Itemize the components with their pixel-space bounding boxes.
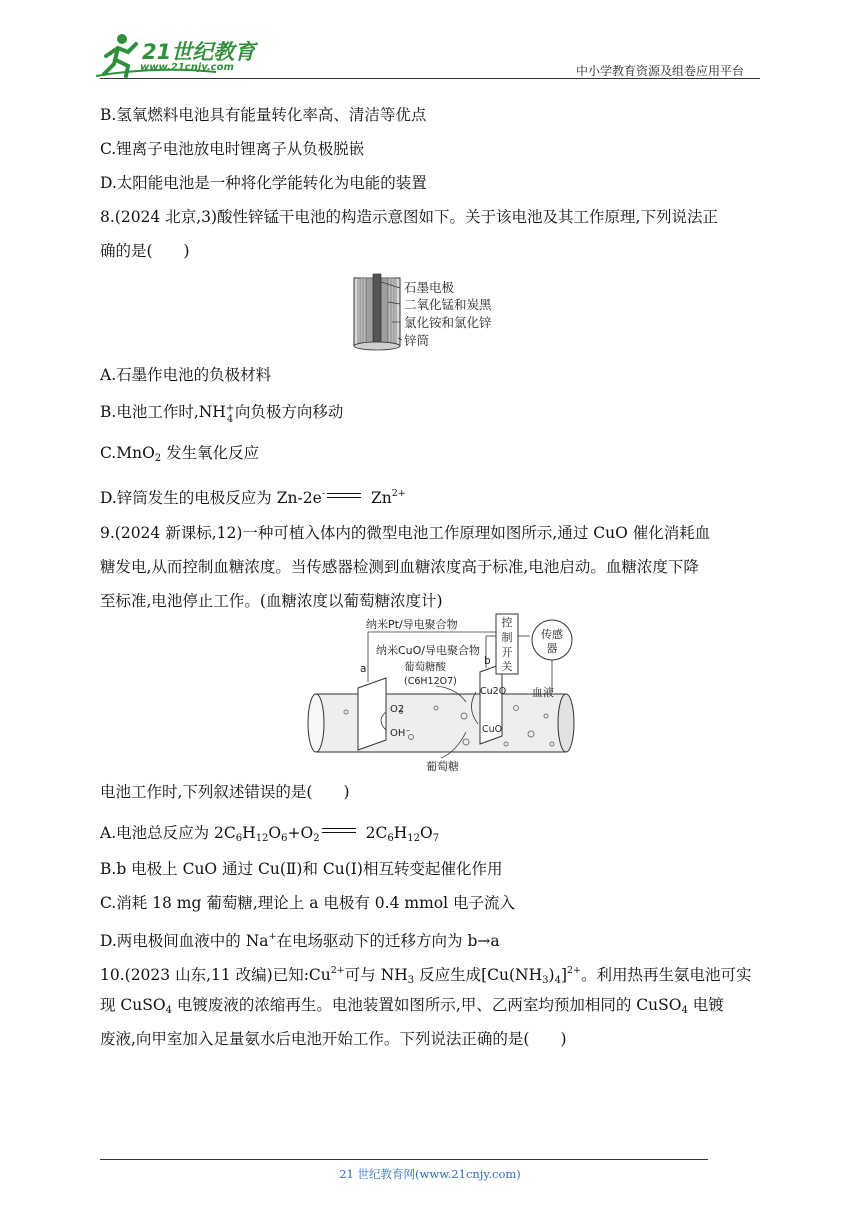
sub: 4 <box>681 1005 688 1016</box>
question-10-stem <box>100 961 752 991</box>
label-zinc-can: 锌筒 <box>404 333 430 348</box>
question-10-stem-cont: 废液,向甲室加入足量氨水后电池开始工作。下列说法正确的是( ) <box>100 1030 567 1048</box>
label-b: b <box>484 655 491 667</box>
sub: 2 <box>313 833 320 844</box>
svg-text:传感: 传感 <box>541 628 563 641</box>
text: D.两电极间血液中的 Na <box>100 932 269 950</box>
text: Zn <box>370 489 392 507</box>
text: 10.(2023 山东,11 改编)已知:Cu <box>100 966 331 984</box>
logo-main-text: 21世纪教育 <box>142 40 256 64</box>
sub: 3 <box>542 975 549 986</box>
label-a: a <box>360 663 367 675</box>
label-blood: 血液 <box>532 686 554 699</box>
sub: 3 <box>407 975 415 986</box>
label-gluconic-acid: 葡萄糖酸 <box>404 661 446 673</box>
text: O <box>419 824 433 842</box>
label-oh: OH⁻ <box>390 728 411 739</box>
sub: 6 <box>235 833 243 844</box>
text: B.电池工作时,NH <box>100 403 226 421</box>
option-9A <box>100 823 439 849</box>
sub: 6 <box>281 833 288 844</box>
text: +O <box>287 824 314 842</box>
svg-text:关: 关 <box>501 660 513 673</box>
text: ) <box>548 966 555 984</box>
label-cu2o: Cu2O <box>480 686 507 697</box>
sub: 12 <box>255 833 269 844</box>
sub: 4 <box>226 414 234 425</box>
footer-rule <box>100 1159 708 1160</box>
text: H <box>393 824 408 842</box>
option-line: C.锂离子电池放电时锂离子从负极脱嵌 <box>100 140 365 158</box>
sub: 7 <box>432 833 440 844</box>
option-line: D.太阳能电池是一种将化学能转化为电能的装置 <box>100 174 427 192</box>
sup: + <box>225 403 235 414</box>
circuit-wires <box>368 632 552 692</box>
text: C.MnO <box>100 444 155 462</box>
text: A.电池总反应为 2C <box>100 824 236 842</box>
blood-vessel <box>308 694 574 752</box>
sup: - <box>321 488 325 499</box>
control-switch-box <box>496 614 518 674</box>
nh4-charge <box>225 403 235 425</box>
question-9-stem-cont: 至标准,电池停止工作。(血糖浓度以葡萄糖浓度计) <box>100 592 443 610</box>
sub: 4 <box>165 1005 172 1016</box>
option-8C <box>100 443 259 469</box>
label-nh4cl-zncl2: 氯化铵和氯化锌 <box>404 315 492 330</box>
question-8-stem-cont: 确的是( ) <box>100 242 190 260</box>
sub: 6 <box>387 833 394 844</box>
text: D.锌筒发生的电极反应为 Zn-2e <box>100 489 322 507</box>
figure-dry-cell <box>350 272 520 352</box>
option-9D <box>100 927 500 951</box>
option-9C: C.消耗 18 mg 葡萄糖,理论上 a 电极有 0.4 mmol 电子流入 <box>100 894 515 912</box>
sensor-circle <box>532 620 572 660</box>
option-8B <box>100 402 344 425</box>
equals-sign <box>327 493 361 498</box>
option-8A: A.石墨作电池的负极材料 <box>100 366 272 384</box>
text: 可与 NH <box>344 966 408 984</box>
label-cuo-polymer: 纳米CuO/导电聚合物 <box>376 644 481 657</box>
text: 反应生成[Cu(NH <box>414 966 543 984</box>
header-right-text: 中小学教育资源及组卷应用平台 <box>576 64 745 78</box>
text: 。利用热再生氨电池可实 <box>581 966 752 984</box>
text: 向负极方向移动 <box>234 403 344 421</box>
sup: 2+ <box>567 965 582 976</box>
sub: 2 <box>154 453 162 464</box>
svg-text:制: 制 <box>501 631 513 644</box>
label-graphite-electrode: 石墨电极 <box>404 280 455 295</box>
svg-text:控: 控 <box>501 616 513 629</box>
figure-implantable-cell <box>306 612 586 774</box>
question-9-stem: 9.(2024 新课标,12)一种可植入体内的微型电池工作原理如图所示,通过 CuO 催化消耗血 <box>100 524 711 542</box>
text: H <box>242 824 256 842</box>
label-cuo: CuO <box>482 724 503 735</box>
option-8D <box>100 484 406 508</box>
header-rule <box>100 78 760 79</box>
label-acid-formula: (C6H12O7) <box>404 676 457 687</box>
label-o2: O2 <box>390 704 405 715</box>
text: 发生氧化反应 <box>161 444 260 462</box>
question-9-stem-cont: 糖发电,从而控制血糖浓度。当传感器检测到血糖浓度高于标准,电池启动。血糖浓度下降 <box>100 558 699 576</box>
label-glucose: 葡萄糖 <box>426 760 459 773</box>
text: 电镀废液的浓缩再生。电池装置如图所示,甲、乙两室均预加相同的 CuSO <box>171 996 682 1014</box>
text: 电镀 <box>687 996 724 1014</box>
text: 2C <box>365 824 388 842</box>
svg-text:开: 开 <box>501 646 513 659</box>
question-9-prompt: 电池工作时,下列叙述错误的是( ) <box>100 783 350 801</box>
text: ] <box>560 966 567 984</box>
label-mno2-carbon: 二氧化锰和炭黑 <box>404 297 492 312</box>
option-line: B.氢氧燃料电池具有能量转化率高、清洁等优点 <box>100 106 427 124</box>
footer-text: 21 世纪教育网(www.21cnjy.com) <box>339 1167 521 1181</box>
label-pt-polymer: 纳米Pt/导电聚合物 <box>366 618 458 631</box>
sup: + <box>268 931 277 942</box>
dry-cell-cylinder <box>354 274 402 350</box>
equals-sign <box>322 828 356 833</box>
svg-text:器: 器 <box>546 642 558 655</box>
header-logo <box>96 30 266 82</box>
sub: 12 <box>407 833 420 844</box>
text: 在电场驱动下的迁移方向为 b→a <box>276 932 500 950</box>
option-9B: B.b 电极上 CuO 通过 Cu(Ⅱ)和 Cu(Ⅰ)相互转变起催化作用 <box>100 860 503 878</box>
sup: 2+ <box>391 488 406 499</box>
logo-url-text: www.21cnjy.com <box>140 62 234 73</box>
sup: 2+ <box>330 965 345 976</box>
sub: 4 <box>554 975 561 986</box>
text: 现 CuSO <box>100 996 166 1014</box>
question-8-stem: 8.(2024 北京,3)酸性锌锰干电池的构造示意图如下。关于该电池及其工作原理,下列说法正 <box>100 208 718 226</box>
question-10-stem-cont <box>100 995 724 1021</box>
text: O <box>268 824 282 842</box>
